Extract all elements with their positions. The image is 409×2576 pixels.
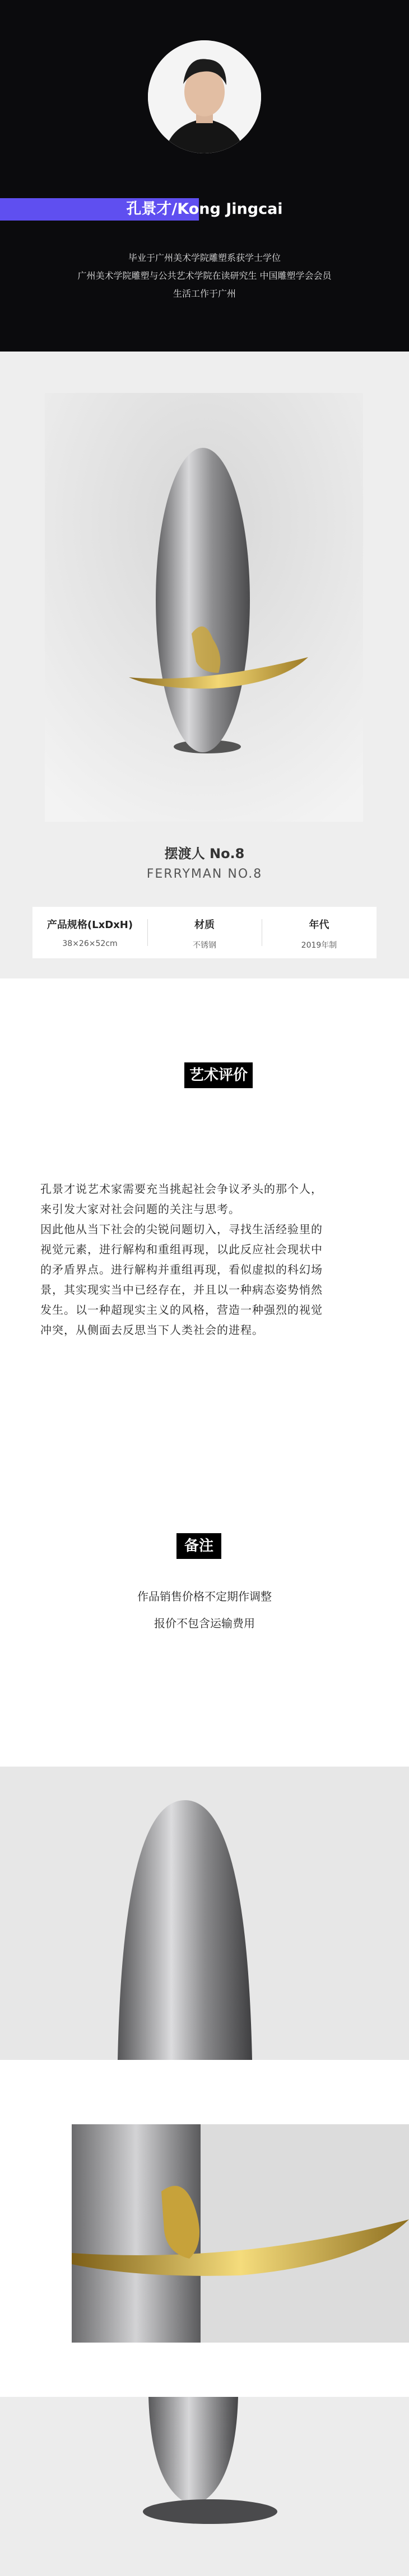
spec-size-value: 38×26×52cm [62,939,118,948]
work-title: 摆渡人 No.8 [164,846,245,861]
spec-material-label: 材质 [194,919,215,931]
review-line: 的矛盾界点。进行解构并重组再现，看似虚拟的科幻场 [40,1263,323,1276]
review-line: 冲突，从侧面去反思当下人类社会的进程。 [40,1323,264,1337]
sculpture-image [45,393,363,822]
artist-avatar [148,40,261,153]
spec-size [32,907,147,958]
spec-year [262,907,377,958]
review-line: 视觉元素，进行解构和重组再现，以此反应社会现状中 [40,1243,323,1256]
detail-image-middle [72,2124,409,2343]
artist-name: 孔景才/Kong Jingcai [126,200,283,218]
review-line: 景，其实现实当中已经存在，并且以一种病态姿势悄然 [40,1283,323,1296]
spec-year-value: 2019年制 [301,941,337,950]
bio-line-1: 毕业于广州美术学院雕塑系获学士学位 [128,252,281,263]
bio-line-2: 广州美术学院雕塑与公共艺术学院在读研究生 中国雕塑学会会员 [77,270,332,281]
spec-material-value: 不锈钢 [193,941,216,950]
note-line-shipping: 报价不包含运输费用 [154,1617,255,1630]
spec-year-label: 年代 [309,919,329,931]
bio-line-3: 生活工作于广州 [173,288,236,299]
portrait-image [148,40,261,153]
review-line: 发生。以一种超现实主义的风格，营造一种强烈的视觉 [40,1303,323,1317]
work-title-english: FERRYMAN NO.8 [146,867,263,881]
spec-material [147,907,262,958]
note-line-price: 作品销售价格不定期作调整 [137,1590,272,1603]
detail-image-bottom [0,2397,409,2576]
spec-size-label: 产品规格(LxDxH) [47,919,133,931]
review-line: 来引发大家对社会问题的关注与思考。 [40,1202,240,1216]
review-line: 因此他从当下社会的尖锐问题切入，寻找生活经验里的 [40,1223,323,1236]
review-heading: 艺术评价 [184,1062,253,1088]
detail-image-top [0,1767,409,2060]
review-line: 孔景才说艺术家需要充当挑起社会争议矛头的那个人， [40,1182,323,1196]
note-heading: 备注 [176,1533,221,1559]
